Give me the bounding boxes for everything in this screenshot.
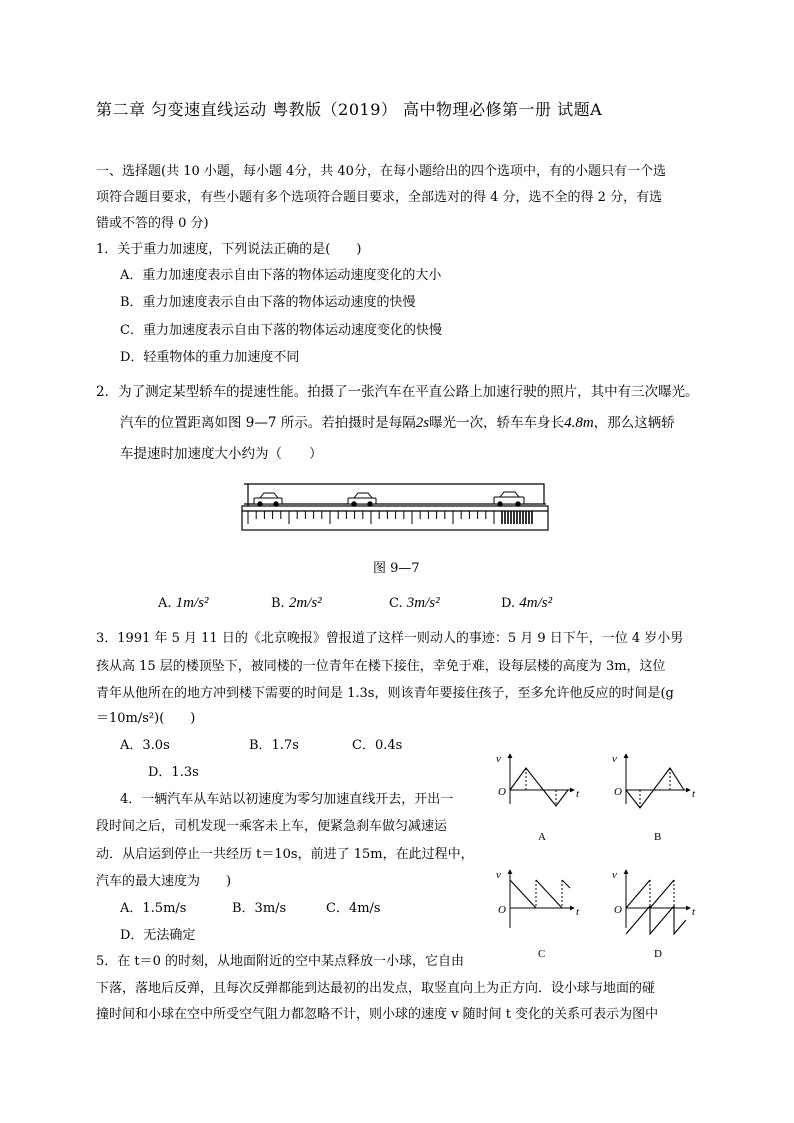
q3-option-c: C．0.4s (352, 738, 403, 753)
graph-d (612, 869, 696, 960)
q4-line-1: 4．一辆汽车从车站以初速度为零匀加速直线开去，开出一 (120, 792, 454, 807)
q1-option-b: B．重力加速度表示自由下落的物体运动速度的快慢 (120, 295, 416, 310)
q3-option-d: D．1.3s (148, 765, 199, 780)
q1-option-a: A．重力加速度表示自由下落的物体运动速度变化的大小 (120, 268, 442, 283)
q2-line-2-part-c: ，那么这辆轿 (593, 415, 675, 431)
q2-car-length: 4.8m (564, 415, 594, 431)
graph-c-origin: O (498, 904, 506, 916)
q3-option-a: A．3.0s (120, 738, 170, 753)
q2-option-a (158, 595, 209, 612)
q4-option-a: A．1.5m/s (120, 901, 187, 916)
graph-a-axis-t: t (576, 788, 580, 800)
section-line-2: 项符合题目要求，有些小题有多个选项符合题目要求，全部选对的得 4 分，选不全的得 2 分，有选 (96, 190, 663, 205)
q2-interval: 2s (415, 415, 430, 431)
q4-option-b: B．3m/s (232, 901, 287, 916)
graph-a (496, 753, 580, 843)
graph-d-axis-v: v (612, 869, 617, 881)
q3-option-b: B．1.7s (249, 738, 299, 753)
q2-option-b (271, 595, 322, 612)
q3-line-3: 青年从他所在的地方冲到楼下需要的时间是 1.3s，则该青年要接住孩子，至多允许他反应的时间是(g (96, 686, 674, 701)
graph-b (612, 753, 696, 843)
q3-line-1: 3．1991 年 5 月 11 日的《北京晚报》曾报道了这样一则动人的事迹：5 月 9 日下午，一位 4 岁小男 (96, 631, 684, 646)
q2-option-c-label: C. (389, 596, 403, 611)
q2-option-a-label: A. (158, 596, 172, 611)
graph-b-origin: O (614, 786, 622, 798)
q4-option-d: D．无法确定 (120, 928, 196, 943)
q2-option-b-value: 2m/s² (288, 595, 322, 611)
q2-option-d-label: D. (501, 596, 516, 611)
section-line-3: 错或不答的得 0 分) (96, 216, 209, 231)
graph-c-axis-t: t (576, 906, 580, 918)
q2-option-d-value: 4m/s² (519, 595, 553, 611)
q1-option-d: D．轻重物体的重力加速度不同 (120, 350, 300, 365)
graph-a-axis-v: v (496, 753, 501, 765)
figure-caption: 图 9—7 (373, 561, 420, 576)
q2-line-2 (120, 411, 675, 432)
car-2 (348, 493, 376, 506)
q5-line-3: 撞时间和小球在空中所受空气阻力都忽略不计，则小球的速度 v 随时间 t 变化的关系可表示为图中 (96, 1007, 659, 1022)
q5-line-2: 下落，落地后反弹，且每次反弹都能到达最初的出发点，取竖直向上为正方向．设小球与地面的碰 (96, 981, 656, 996)
graph-d-origin: O (614, 904, 622, 916)
q2-option-d (501, 595, 552, 612)
q3-line-4: ＝10m/s²)( ) (96, 711, 196, 726)
q1-option-c: C．重力加速度表示自由下落的物体运动速度变化的快慢 (120, 323, 442, 338)
q2-line-2-part-b: 曝光一次，轿车车身长 (429, 415, 565, 431)
q2-line-2-part-a: 汽车的位置距离如图 9—7 所示。若拍摄时是每隔 (120, 415, 416, 431)
graph-c (496, 869, 580, 960)
graph-a-origin: O (498, 786, 506, 798)
graph-c-label: C (538, 948, 546, 960)
q2-line-1: 2．为了测定某型轿车的提速性能。拍摄了一张汽车在平直公路上加速行驶的照片，其中有三次曝光。 (96, 384, 699, 400)
car-ruler-figure (240, 478, 550, 534)
q4-line-4: 汽车的最大速度为 ) (96, 874, 232, 889)
graph-b-label: B (654, 831, 662, 843)
vt-graphs (490, 748, 705, 963)
q2-option-b-label: B. (271, 596, 285, 611)
q2-option-a-value: 1m/s² (175, 595, 209, 611)
graph-d-axis-t: t (692, 906, 696, 918)
q4-line-3: 动．从启运到停止一共经历 t＝10s，前进了 15m，在此过程中， (96, 847, 474, 862)
graph-b-axis-t: t (692, 788, 696, 800)
q3-line-2: 孩从高 15 层的楼顶坠下，被同楼的一位青年在楼下接住，幸免于难，设每层楼的高度为 3m，这位 (96, 659, 666, 674)
q2-option-c (389, 595, 440, 612)
q4-line-2: 段时间之后，司机发现一乘客未上车，便紧急刹车做匀减速运 (96, 819, 448, 834)
section-line-1: 一、选择题(共 10 小题，每小题 4分，共 40分，在每小题给出的四个选项中，有的小题只有一个选 (96, 164, 666, 179)
q1-stem: 1．关于重力加速度，下列说法正确的是( ) (96, 242, 362, 257)
page-title: 第二章 匀变速直线运动 粤教版（2019） 高中物理必修第一册 试题A (96, 100, 603, 119)
q2-option-c-value: 3m/s² (406, 595, 440, 611)
graph-a-label: A (538, 831, 546, 843)
q5-line-1: 5．在 t＝0 的时刻，从地面附近的空中某点释放一小球，它自由 (96, 954, 465, 969)
car-3 (494, 492, 524, 506)
q4-option-c: C．4m/s (326, 901, 381, 916)
car-1 (254, 493, 282, 506)
q2-line-3: 车提速时加速度大小约为（ ） (120, 446, 323, 462)
graph-d-label: D (654, 948, 662, 960)
graph-c-axis-v: v (496, 869, 501, 881)
graph-b-axis-v: v (612, 753, 617, 765)
